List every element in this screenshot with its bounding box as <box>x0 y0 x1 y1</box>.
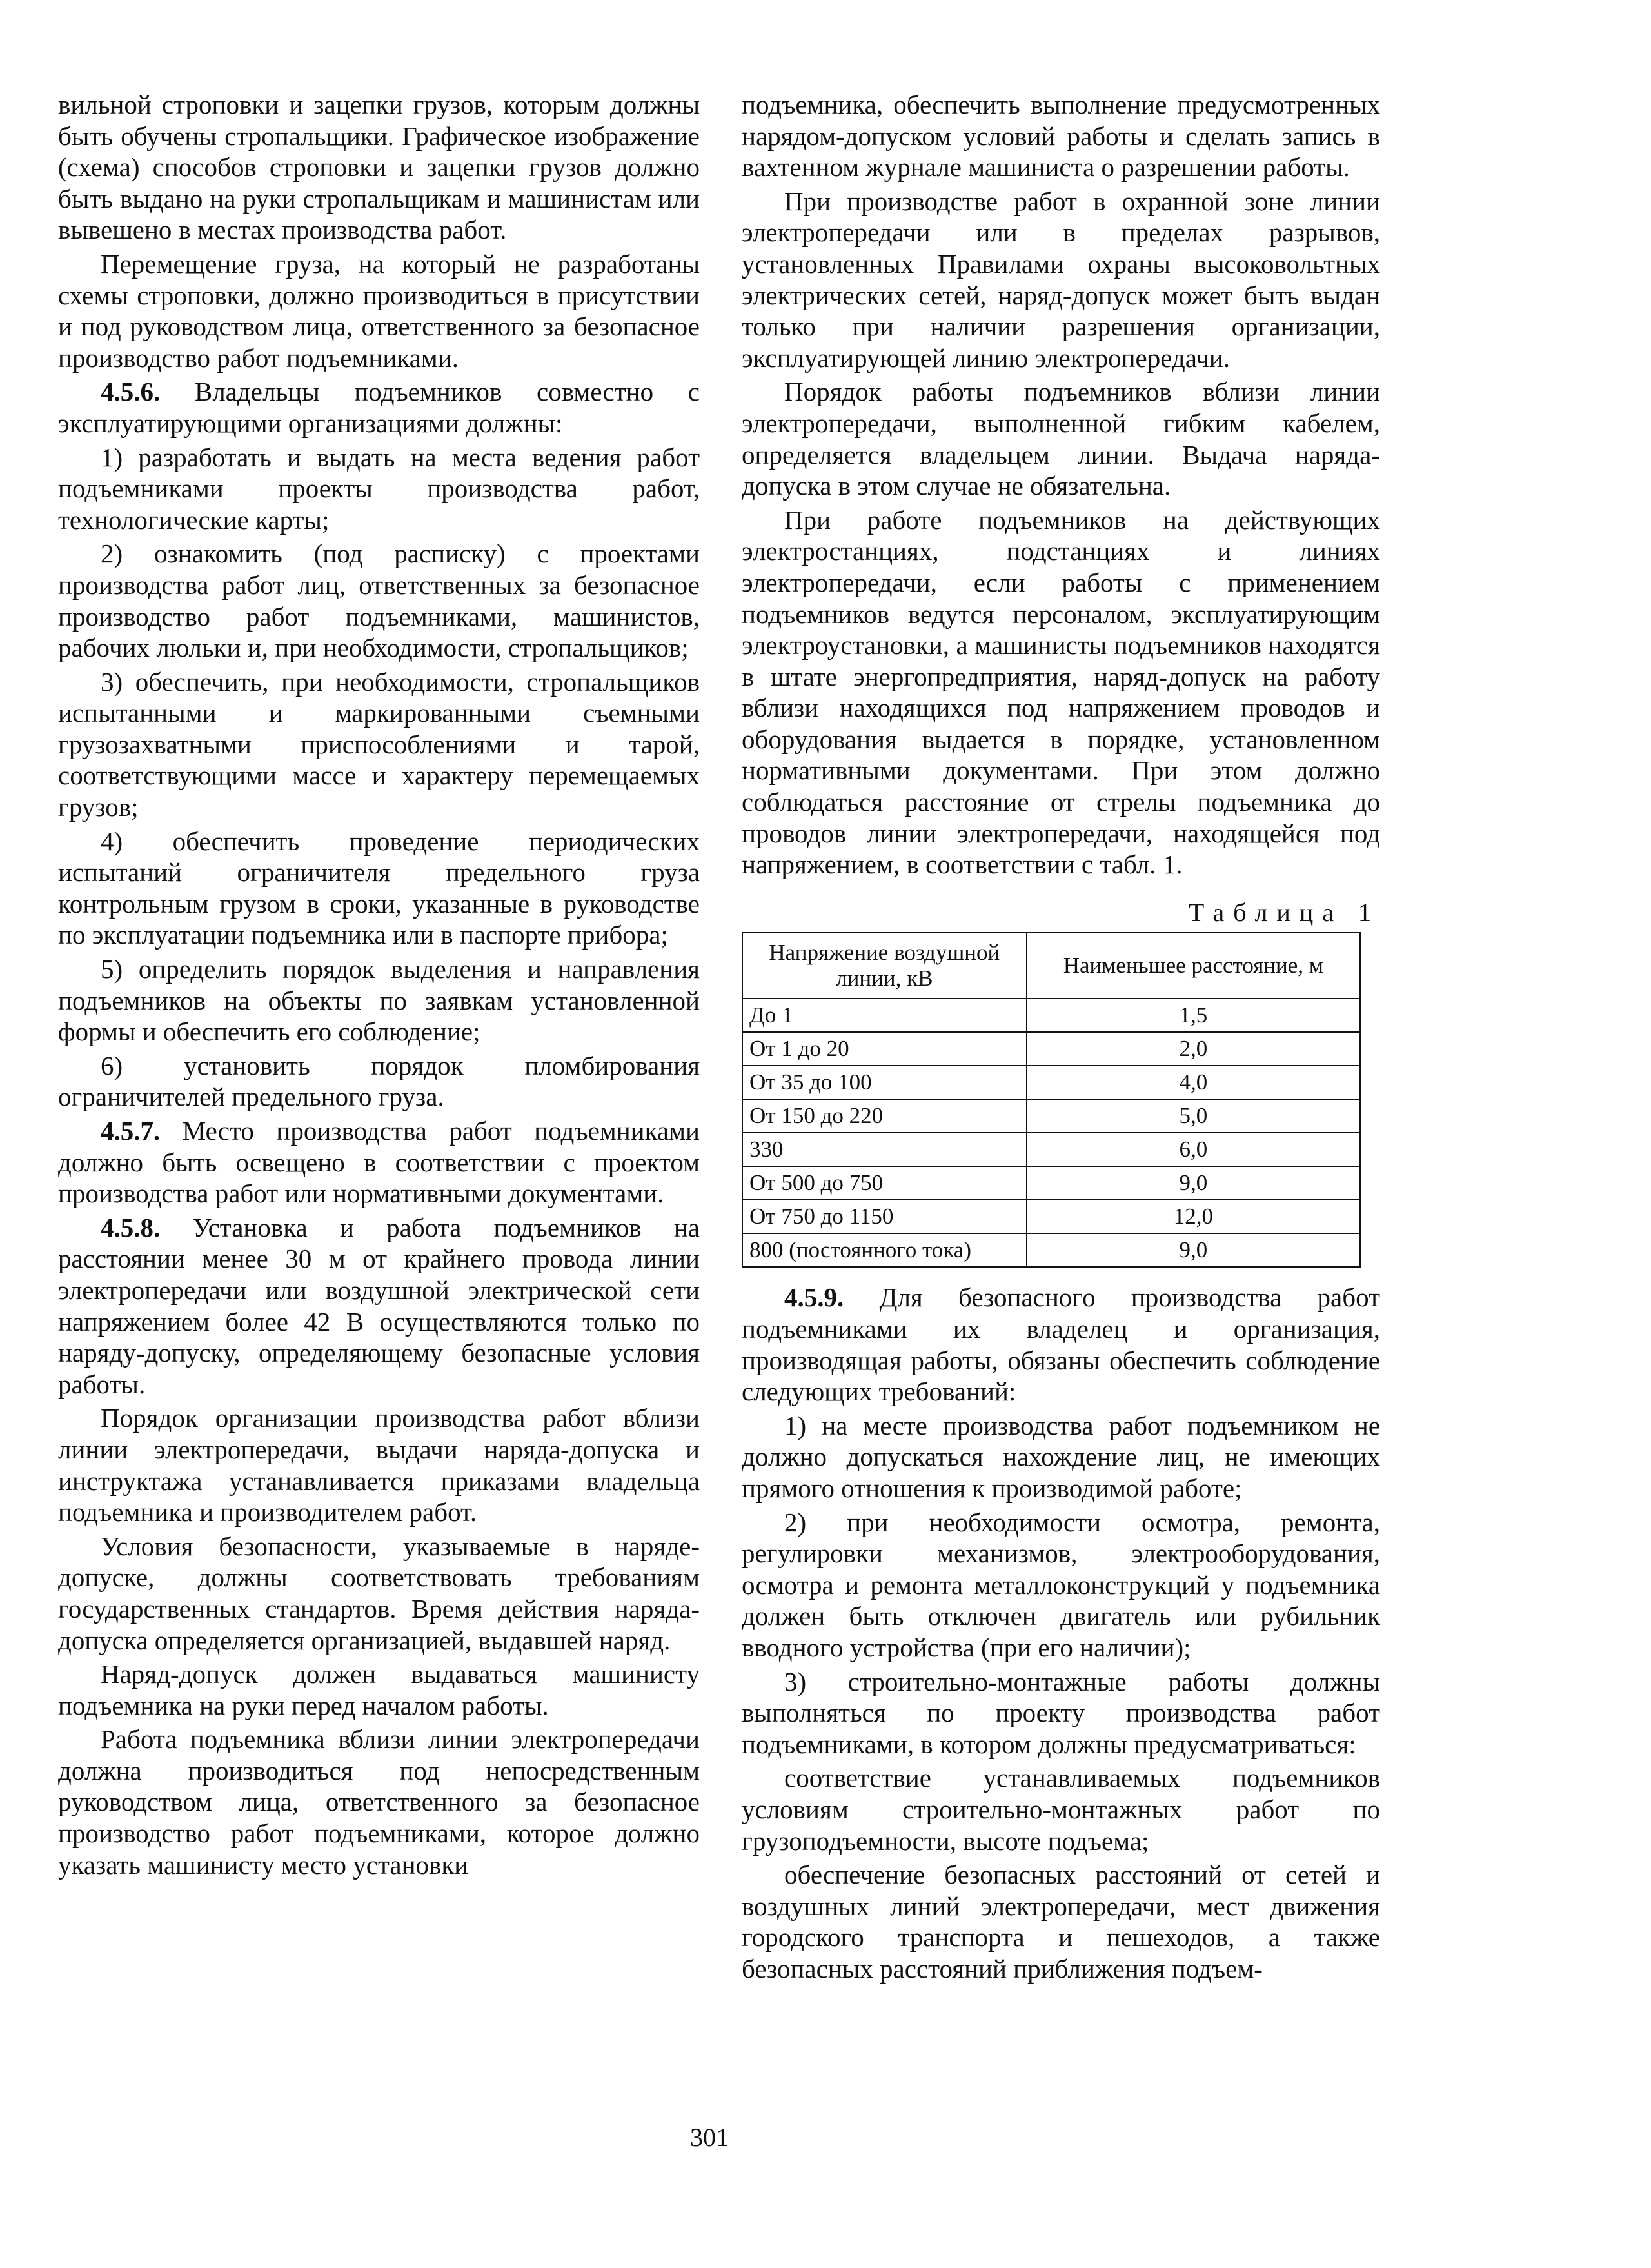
table-cell-distance: 5,0 <box>1027 1099 1360 1133</box>
paragraph: Условия безопасности, указываемые в наряде-допуске, должны соответствовать требованиям государственных стандартов. Время действия наряда-допуска определяется организацией, выдавшей наряд. <box>58 1531 700 1655</box>
paragraph <box>742 1282 1380 1407</box>
table-row <box>742 1099 1360 1133</box>
table-cell-voltage: До 1 <box>742 999 1027 1032</box>
list-item: 3) обеспечить, при необходимости, стропальщиков испытанными и маркированными съемными грузозахватными приспособлениями и тарой, соответствующими массе и характеру перемещаемых грузов; <box>58 666 700 822</box>
table-cell-distance: 9,0 <box>1027 1233 1360 1267</box>
table-header-distance: Наименьшее расстояние, м <box>1027 933 1360 999</box>
table-cell-voltage: 800 (постоянного тока) <box>742 1233 1027 1267</box>
table-row <box>742 1200 1360 1233</box>
table-caption: Таблица 1 <box>1188 897 1380 927</box>
table-cell-voltage: От 150 до 220 <box>742 1099 1027 1133</box>
left-column <box>58 89 700 1883</box>
clause-number: 4.5.7. <box>101 1116 161 1146</box>
list-item: соответствие устанавливаемых подъемников условиям строительно-монтажных работ по грузоподъемности, высоте подъема; <box>742 1763 1380 1856</box>
table-cell-voltage: От 750 до 1150 <box>742 1200 1027 1233</box>
paragraph: Работа подъемника вблизи линии электропередачи должна производиться под непосредственным руководством лица, ответственного за безопасное производство работ подъемниками, которое должно указать машинисту место установки <box>58 1724 700 1880</box>
table-cell-voltage: От 35 до 100 <box>742 1066 1027 1099</box>
right-column <box>742 89 1380 1987</box>
page-number: 301 <box>690 2123 729 2152</box>
table-row <box>742 999 1360 1032</box>
paragraph <box>58 1115 700 1209</box>
list-item: 1) разработать и выдать на места ведения работ подъемниками проекты производства работ, технологические карты; <box>58 442 700 535</box>
table-row <box>742 1032 1360 1066</box>
table-cell-voltage: От 500 до 750 <box>742 1166 1027 1200</box>
paragraph <box>58 1212 700 1400</box>
table-cell-distance: 2,0 <box>1027 1032 1360 1066</box>
paragraph: При работе подъемников на действующих электростанциях, подстанциях и линиях электропередачи, если работы с применением подъемников ведутся персоналом, эксплуатирующим электроустановки, а машинисты подъемников находятся в штате энергопредприятия, наряд-допуск на работу вблизи находящихся под напряжением проводов и оборудования выдается в порядке, установленном нормативными документами. При этом должно соблюдаться расстояние от стрелы подъемника до проводов линии электропередачи, находящейся под напряжением, в соответствии с табл. 1. <box>742 504 1380 880</box>
clause-text: Для безопасного производства работ подъемниками их владелец и организация, производящая работы, обязаны обеспечить соблюдение следующих требований: <box>742 1282 1380 1407</box>
clause-text: Владельцы подъемников совместно с эксплуатирующими организациями должны: <box>58 377 700 438</box>
paragraph: Порядок организации производства работ вблизи линии электропередачи, выдачи наряда-допуска и инструктажа устанавливается приказами владельца подъемника и производителем работ. <box>58 1403 700 1527</box>
table-row <box>742 1166 1360 1200</box>
table-cell-voltage: 330 <box>742 1133 1027 1166</box>
table-cell-distance: 9,0 <box>1027 1166 1360 1200</box>
list-item: обеспечение безопасных расстояний от сетей и воздушных линий электропередачи, мест движения городского транспорта и пешеходов, а также безопасных расстояний приближения подъем- <box>742 1860 1380 1984</box>
clause-text: Место производства работ подъемниками должно быть освещено в соответствии с проектом производства работ или нормативными документами. <box>58 1116 700 1209</box>
paragraph: вильной строповки и зацепки грузов, которым должны быть обучены стропальщики. Графическое изображение (схема) способов строповки и зацепки грузов должно быть выдано на руки стропальщикам и машинистам или вывешено в местах производства работ. <box>58 90 700 245</box>
paragraph: Перемещение груза, на который не разработаны схемы строповки, должно производиться в присутствии и под руководством лица, ответственного за безопасное производство работ подъемниками. <box>58 248 700 373</box>
list-item: 6) установить порядок пломбирования ограничителей предельного груза. <box>58 1050 700 1112</box>
clause-text: Установка и работа подъемников на расстоянии менее 30 м от крайнего провода линии электропередачи или воздушной электрической сети напряжением более 42 В осуществляются только по наряду-допуску, определяющему безопасные условия работы. <box>58 1212 700 1399</box>
paragraph: Порядок работы подъемников вблизи линии электропередачи, выполненной гибким кабелем, определяется владельцем линии. Выдача наряда-допуска в этом случае не обязательна. <box>742 377 1380 501</box>
table-row <box>742 1066 1360 1099</box>
list-item: 4) обеспечить проведение периодических испытаний ограничителя предельного груза контрольным грузом в сроки, указанные в руководстве по эксплуатации подъемника или в паспорте прибора; <box>58 826 700 950</box>
list-item: 2) при необходимости осмотра, ремонта, регулировки механизмов, электрооборудования, осмотра и ремонта металлоконструкций у подъемника должен быть отключен двигатель или рубильник вводного устройства (при его наличии); <box>742 1507 1380 1662</box>
table-cell-voltage: От 1 до 20 <box>742 1032 1027 1066</box>
table-cell-distance: 1,5 <box>1027 999 1360 1032</box>
paragraph: При производстве работ в охранной зоне линии электропередачи или в пределах разрывов, установленных Правилами охраны высоковольтных электрических сетей, наряд-допуск может быть выдан только при наличии разрешения организации, эксплуатирующей линию электропередачи. <box>742 186 1380 373</box>
list-item: 3) строительно-монтажные работы должны выполняться по проекту производства работ подъемниками, в котором должны предусматриваться: <box>742 1666 1380 1759</box>
clause-number: 4.5.6. <box>101 377 161 407</box>
paragraph: подъемника, обеспечить выполнение предусмотренных нарядом-допуском условий работы и сделать запись в вахтенном журнале машиниста о разрешении работы. <box>742 90 1380 183</box>
list-item: 1) на месте производства работ подъемником не должно допускаться нахождение лиц, не имеющих прямого отношения к производимой работе; <box>742 1410 1380 1503</box>
table-header-voltage: Напряжение воздушной линии, кВ <box>742 933 1027 999</box>
table-cell-distance: 6,0 <box>1027 1133 1360 1166</box>
table-row <box>742 1233 1360 1267</box>
list-item: 2) ознакомить (под расписку) с проектами производства работ лиц, ответственных за безопасное производство работ подъемниками, машинистов, рабочих люльки и, при необходимости, стропальщиков; <box>58 539 700 663</box>
clause-number: 4.5.9. <box>784 1282 844 1313</box>
list-item: 5) определить порядок выделения и направления подъемников на объекты по заявкам установленной формы и обеспечить его соблюдение; <box>58 954 700 1047</box>
clause-number: 4.5.8. <box>101 1212 161 1242</box>
distance-table <box>742 932 1361 1268</box>
table-cell-distance: 4,0 <box>1027 1066 1360 1099</box>
paragraph: Наряд-допуск должен выдаваться машинисту подъемника на руки перед началом работы. <box>58 1659 700 1720</box>
table-header-row <box>742 933 1360 999</box>
table-cell-distance: 12,0 <box>1027 1200 1360 1233</box>
paragraph <box>58 376 700 439</box>
table-row <box>742 1133 1360 1166</box>
